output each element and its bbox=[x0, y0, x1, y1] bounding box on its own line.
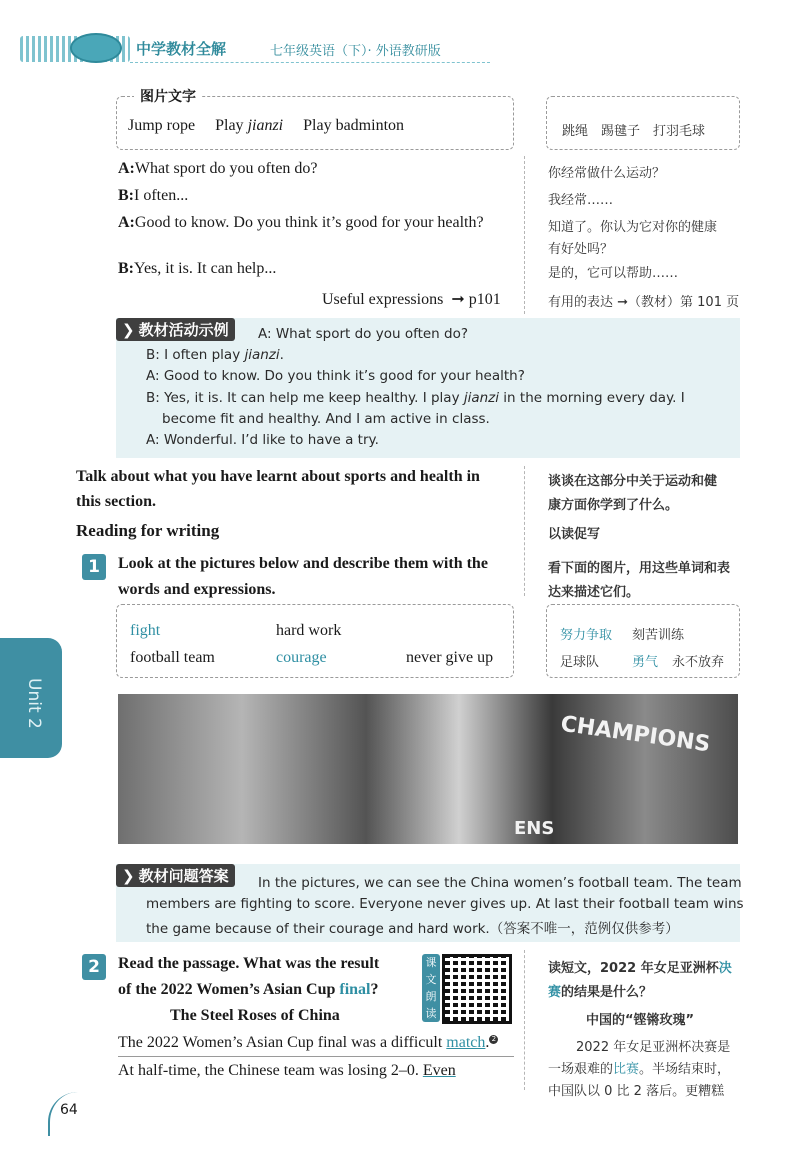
footnote-marker: 2 bbox=[489, 1035, 498, 1044]
column-divider bbox=[524, 156, 525, 314]
word-courage-zh: 勇气 bbox=[632, 655, 659, 670]
read-aloud-tag: 课文朗读 bbox=[422, 954, 440, 1022]
book-logo-icon bbox=[70, 33, 122, 63]
passage-title-zh: 中国的“铿锵玫瑰” bbox=[586, 1013, 695, 1028]
example-2-line-1: In the pictures, we can see the China women’s football team. The team bbox=[258, 875, 742, 891]
dialogue-line-3-zh-2: 有好处吗？ bbox=[548, 242, 614, 257]
column-divider bbox=[524, 950, 525, 1090]
example-2-tag: ❯ 教材问题答案 bbox=[116, 864, 235, 887]
passage-line-1: The 2022 Women’s Asian Cup final was a difficult match. 2 bbox=[118, 1034, 498, 1052]
column-divider bbox=[524, 466, 525, 596]
word-never-give-up: never give up bbox=[406, 649, 494, 666]
passage-title: The Steel Roses of China bbox=[170, 1007, 340, 1024]
header-subtitle: 七年级英语（下）· 外语教研版 bbox=[270, 44, 441, 59]
task-2-instruction-zh-2: 赛的结果是什么？ bbox=[548, 985, 653, 1000]
dialogue-line-3: A:Good to know. Do you think it’s good for your health? bbox=[118, 214, 484, 231]
task-2-number: 2 bbox=[82, 954, 106, 980]
football-photo-collage bbox=[118, 694, 738, 844]
photo-banner-text: CHAMPIONS bbox=[558, 711, 712, 758]
talk-instruction-zh: 谈谈在这部分中关于运动和健 bbox=[548, 474, 718, 489]
dialogue-line-4-zh: 是的，它可以帮助…… bbox=[548, 266, 679, 281]
passage-rule bbox=[118, 1056, 514, 1057]
task-1-number: 1 bbox=[82, 554, 106, 580]
useful-expressions-zh: 有用的表达 ➞（教材）第 101 页 bbox=[548, 295, 740, 310]
talk-instruction: Talk about what you have learnt about sports and health in bbox=[76, 468, 480, 485]
example-1-line-4: B: Yes, it is. It can help me keep healthy. I play jianzi in the morning every day. I bbox=[146, 390, 685, 406]
header-divider bbox=[130, 62, 490, 63]
picture-item-badminton: Play badminton bbox=[303, 117, 405, 134]
word-hard-work: hard work bbox=[276, 622, 342, 639]
task-2-instruction-zh: 读短文，2022 年女足亚洲杯决 bbox=[548, 961, 732, 976]
word-courage: courage bbox=[276, 649, 327, 666]
photo-banner-text-2: ENS bbox=[514, 818, 555, 839]
section-heading-reading: Reading for writing bbox=[76, 521, 220, 540]
header-title: 中学教材全解 bbox=[136, 40, 227, 58]
word-football-team-zh: 足球队 bbox=[560, 655, 600, 670]
picture-item-jianzi: jianzi bbox=[247, 117, 284, 134]
example-2-line-3: the game because of their courage and hard work.（答案不唯一，范例仅供参考） bbox=[146, 921, 679, 937]
example-1-tag: ❯ 教材活动示例 bbox=[116, 318, 235, 341]
example-1-line-2: B: I often play jianzi. bbox=[146, 347, 284, 363]
task-1-instruction: Look at the pictures below and describe them with the bbox=[118, 555, 488, 572]
word-never-give-up-zh: 永不放弃 bbox=[672, 655, 725, 670]
picture-item-play: Play bbox=[215, 117, 244, 134]
example-2-line-2: members are fighting to score. Everyone never gives up. At last their football team wins bbox=[146, 896, 744, 912]
picture-text-label: 图片文字 bbox=[134, 84, 202, 108]
word-hard-work-zh: 刻苦训练 bbox=[632, 628, 685, 643]
page-number: 64 bbox=[60, 1102, 78, 1118]
qr-code[interactable] bbox=[442, 954, 512, 1024]
unit-side-tab bbox=[0, 638, 62, 758]
task-1-instruction-zh: 看下面的图片，用这些单词和表 bbox=[548, 561, 731, 576]
dialogue-line-2: B:I often... bbox=[118, 187, 189, 204]
passage-line-2: At half-time, the Chinese team was losing 2–0. Even bbox=[118, 1062, 456, 1079]
task-2-instruction: Read the passage. What was the result bbox=[118, 955, 380, 972]
word-fight-zh: 努力争取 bbox=[560, 628, 613, 643]
dialogue-line-2-zh: 我经常…… bbox=[548, 193, 614, 208]
picture-item-jump-rope: Jump rope bbox=[128, 117, 196, 134]
word-fight: fight bbox=[130, 622, 161, 639]
passage-zh-line-3: 中国队以 0 比 2 落后。更糟糕 bbox=[548, 1084, 725, 1099]
section-heading-reading-zh: 以读促写 bbox=[548, 527, 601, 542]
task-1-instruction-zh-2: 达来描述它们。 bbox=[548, 585, 640, 600]
dialogue-line-4: B:Yes, it is. It can help... bbox=[118, 260, 277, 277]
example-1-line-5: become fit and healthy. And I am active in class. bbox=[162, 411, 490, 427]
talk-instruction-zh-2: 康方面你学到了什么。 bbox=[548, 498, 679, 513]
dialogue-line-3-zh: 知道了。你认为它对你的健康 bbox=[548, 220, 718, 235]
talk-instruction-2: this section. bbox=[76, 493, 156, 510]
picture-text-en bbox=[128, 117, 404, 135]
passage-zh-line-2: 一场艰难的比赛。半场结束时， bbox=[548, 1062, 731, 1077]
example-1-line-1: A: What sport do you often do? bbox=[258, 326, 469, 342]
example-1-line-6: A: Wonderful. I’d like to have a try. bbox=[146, 432, 379, 448]
arrow-right-icon: ➞ bbox=[451, 291, 465, 308]
task-1-instruction-2: words and expressions. bbox=[118, 581, 276, 598]
dialogue-line-1-zh: 你经常做什么运动？ bbox=[548, 166, 666, 181]
picture-text-zh: 跳绳 踢毽子 打羽毛球 bbox=[562, 124, 706, 139]
dialogue-line-1: A:What sport do you often do? bbox=[118, 160, 318, 177]
passage-zh-line-1: 2022 年女足亚洲杯决赛是 bbox=[576, 1040, 731, 1055]
useful-expressions: Useful expressions ➞ p101 bbox=[322, 291, 501, 308]
example-1-line-3: A: Good to know. Do you think it’s good for your health? bbox=[146, 368, 525, 384]
word-football-team: football team bbox=[130, 649, 215, 666]
task-2-instruction-2: of the 2022 Women’s Asian Cup final? bbox=[118, 981, 379, 998]
unit-side-tab-label: Unit 2 bbox=[24, 678, 44, 729]
